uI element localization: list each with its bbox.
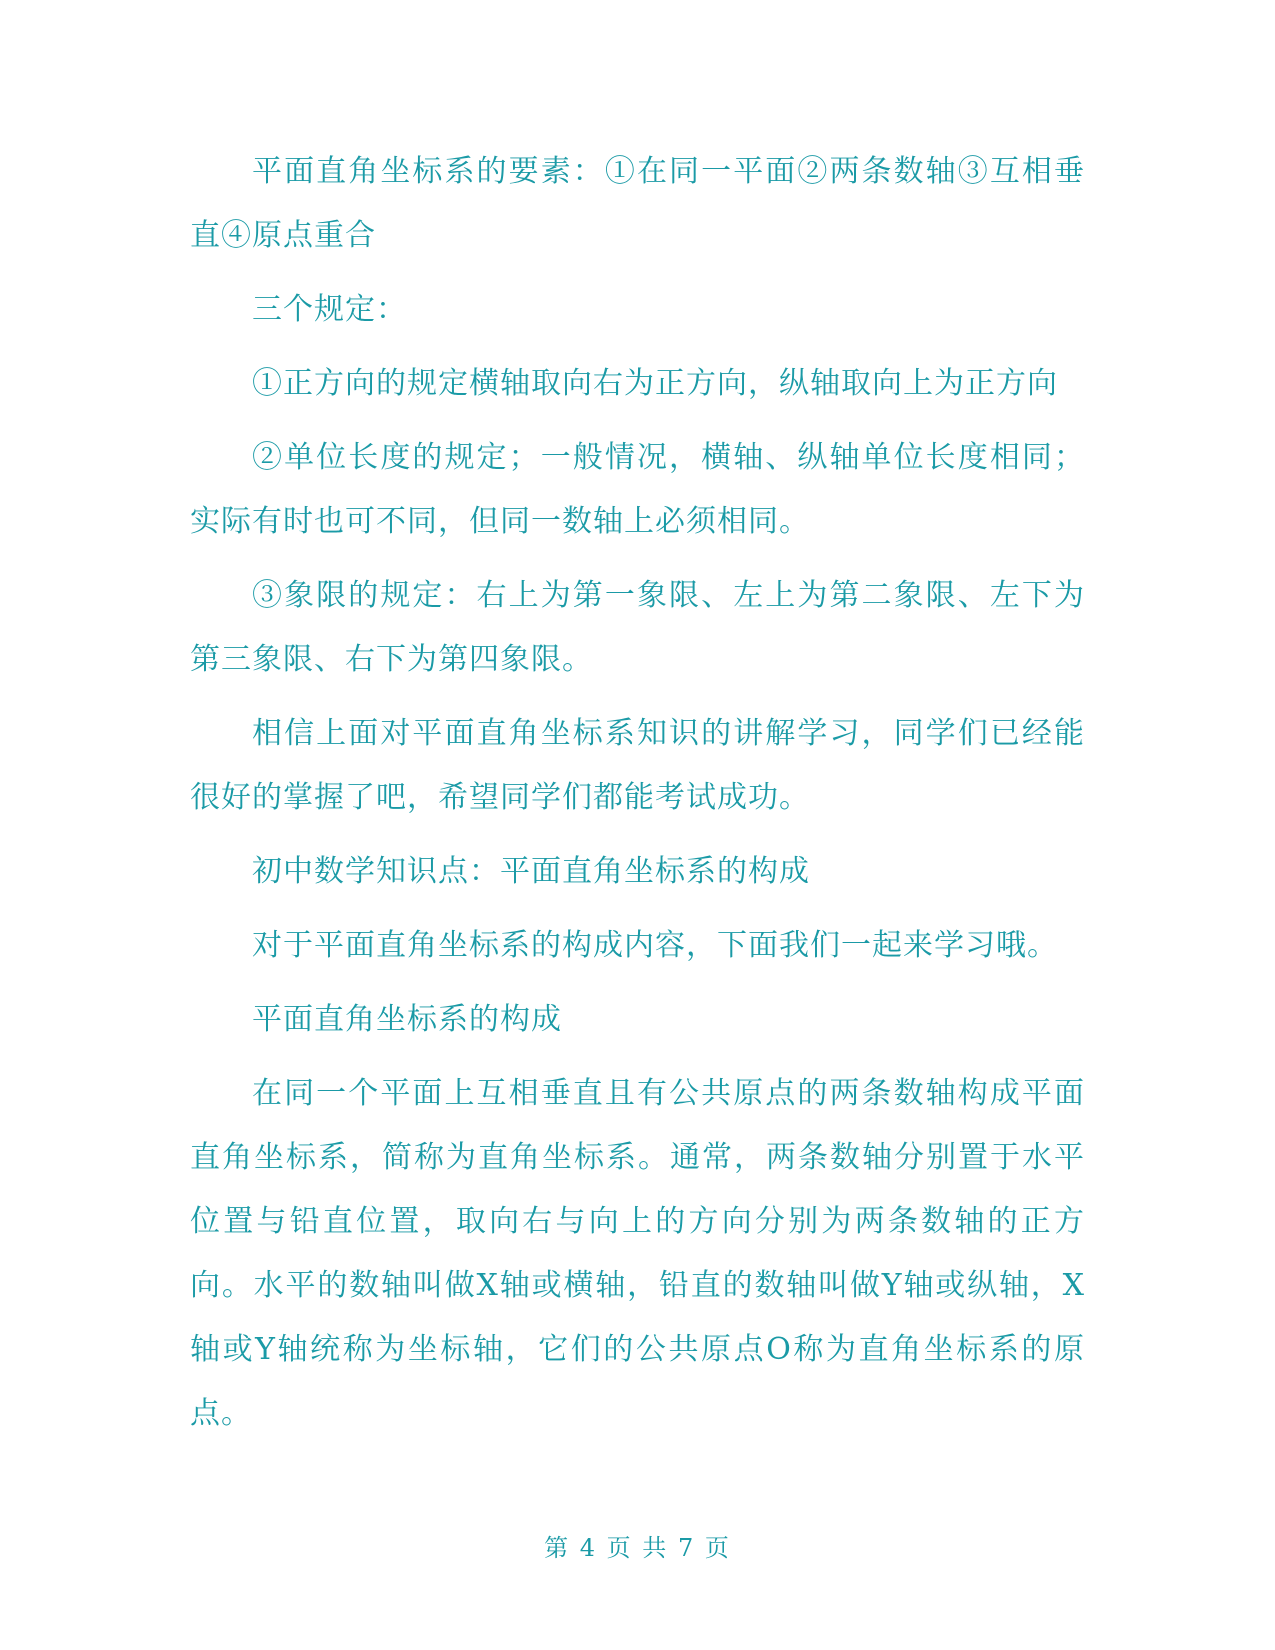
paragraph-three-rules: 三个规定： [252,292,407,327]
paragraph-elements: 平面直角坐标系的要素：①在同一平面②两条数轴③互相垂直④原点重合 [190,154,1085,253]
section-heading: 初中数学知识点：平面直角坐标系的构成 [252,854,810,889]
document-body [190,140,1085,1456]
paragraph-rule-direction: ①正方向的规定横轴取向右为正方向，纵轴取向上为正方向 [252,366,1058,401]
paragraph-closing-note: 相信上面对平面直角坐标系知识的讲解学习，同学们已经能很好的掌握了吧，希望同学们都能考试成功。 [190,716,1085,815]
paragraph-definition: 在同一个平面上互相垂直且有公共原点的两条数轴构成平面直角坐标系，简称为直角坐标系。通常，两条数轴分别置于水平位置与铅直位置，取向右与向上的方向分别为两条数轴的正方向。水平的数轴叫做X轴或横轴，铅直的数轴叫做Y轴或纵轴，X轴或Y轴统称为坐标轴，它们的公共原点O称为直角坐标系的原点。 [190,1076,1085,1431]
paragraph-rule-quadrants: ③象限的规定：右上为第一象限、左上为第二象限、左下为第三象限、右下为第四象限。 [190,578,1085,677]
paragraph-intro: 对于平面直角坐标系的构成内容，下面我们一起来学习哦。 [252,928,1058,963]
subsection-heading: 平面直角坐标系的构成 [252,1002,562,1037]
paragraph-rule-unit-length: ②单位长度的规定；一般情况，横轴、纵轴单位长度相同；实际有时也可不同，但同一数轴上必须相同。 [190,440,1085,539]
page-footer: 第 4 页 共 7 页 [544,1534,731,1562]
